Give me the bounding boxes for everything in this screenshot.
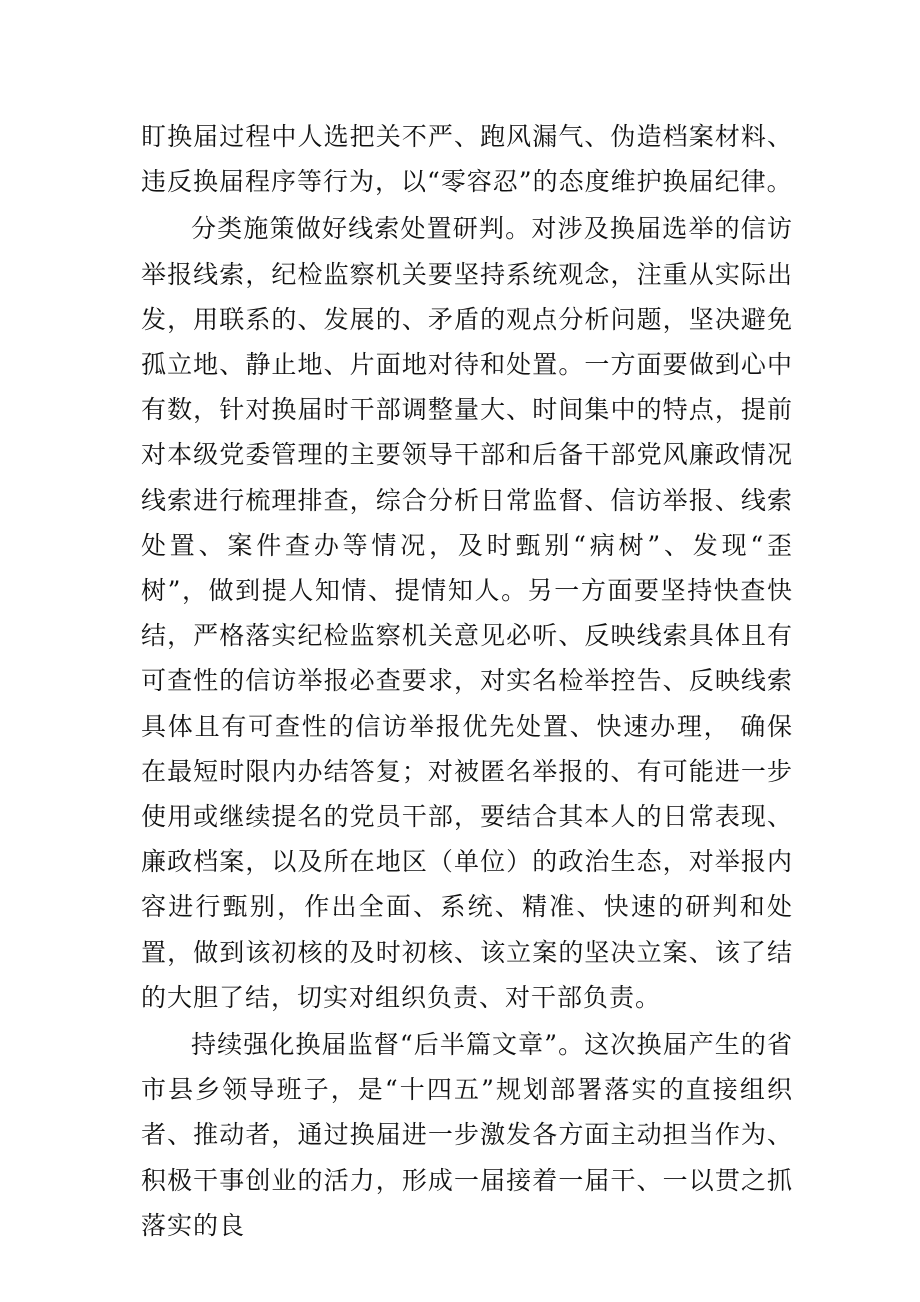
paragraph-continuation: 盯换届过程中人选把关不严、跑风漏气、伪造档案材料、违反换届程序等行为，以“零容忍”的态度维护换届纪律。 — [141, 122, 793, 197]
paragraph-follow-up-supervision: 持续强化换届监督“后半篇文章”。这次换届产生的省市县乡领导班子，是“十四五”规划部署落实的直接组织者、推动者，通过换届进一步激发各方面主动担当作为、积极干事创业的活力，形成一届接着一届干、一以贯之抓落实的良 — [141, 1030, 793, 1240]
paragraph-lead-handling: 分类施策做好线索处置研判。对涉及换届选举的信访举报线索，纪检监察机关要坚持系统观念，注重从实际出发，用联系的、发展的、矛盾的观点分析问题，坚决避免孤立地、静止地、片面地对待和处置。一方面要做到心中有数，针对换届时干部调整量大、时间集中的特点，提前对本级党委管理的主要领导干部和后备干部党风廉政情况线索进行梳理排查，综合分析日常监督、信访举报、线索处置、案件查办等情况，及时甄别“病树”、发现“歪树”，做到提人知情、提情知人。另一方面要坚持快查快结，严格落实纪检监察机关意见必听、反映线索具体且有可查性的信访举报必查要求，对实名检举控告、反映线索具体且有可查性的信访举报优先处置、快速办理， 确保在最短时限内办结答复；对被匿名举报的、有可能进一步使用或继续提名的党员干部，要结合其本人的日常表现、廉政档案，以及所在地区（单位）的政治生态，对举报内容进行甄别，作出全面、系统、精准、快速的研判和处置，做到该初核的及时初核、该立案的坚决立案、该了结的大胆了结，切实对组织负责、对干部负责。 — [141, 214, 793, 1012]
document-body — [141, 114, 793, 1248]
